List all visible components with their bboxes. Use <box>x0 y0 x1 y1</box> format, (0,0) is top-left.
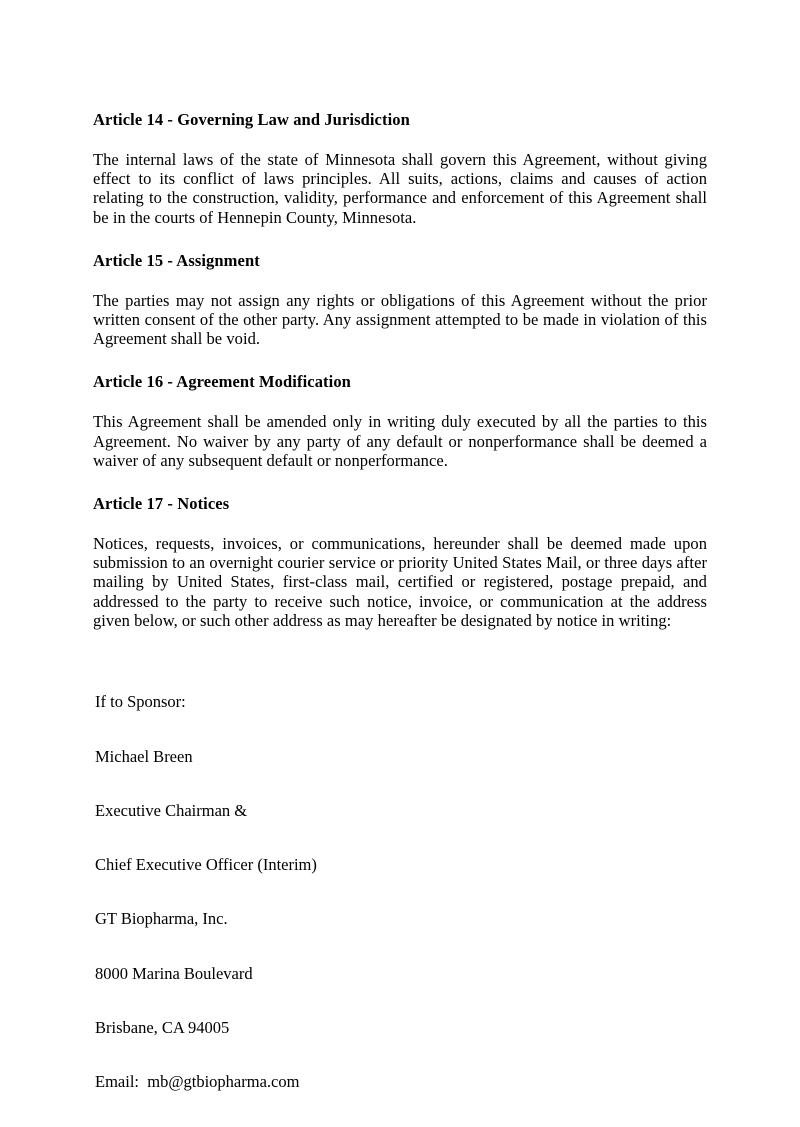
address-label: If to Sponsor: <box>95 692 186 712</box>
address-city-state-zip: Brisbane, CA 94005 <box>95 1017 230 1037</box>
spacer <box>93 470 707 494</box>
address-street: 8000 Marina Boulevard <box>95 963 253 983</box>
article-15-paragraph: The parties may not assign any rights or obligations of this Agreement without the prior written consent of the other party. Any assignment attempted to be made in violation of this Agreement shall be void. <box>93 290 707 349</box>
spacer <box>93 513 707 534</box>
spacer <box>93 270 707 291</box>
article-16-paragraph: This Agreement shall be amended only in writing duly executed by all the parties to this Agreement. No waiver by any party of any default or nonperformance shall be deemed a waiver of any subsequent default or nonperformance. <box>93 412 707 470</box>
page-content <box>93 110 707 1127</box>
article-14-heading: Article 14 - Governing Law and Jurisdiction <box>93 110 410 129</box>
notice-address-block <box>93 657 707 1127</box>
spacer <box>93 129 707 150</box>
article-17-heading: Article 17 - Notices <box>93 494 230 514</box>
spacer <box>93 348 707 372</box>
address-company: GT Biopharma, Inc. <box>95 909 228 929</box>
address-title-line-1: Executive Chairman & <box>95 800 248 820</box>
article-17-paragraph: Notices, requests, invoices, or communications, hereunder shall be deemed made upon submission to an overnight courier service or priority United States Mail, or three days after mailing by United States, first-class mail, certified or registered, postage prepaid, and addressed to the party to receive such notice, invoice, or communication at the address given below, or such other address as may hereafter be designated by notice in writing: <box>93 534 707 630</box>
address-email: Email: mb@gtbiopharma.com <box>95 1072 300 1092</box>
spacer <box>93 227 707 251</box>
spacer <box>93 630 707 657</box>
article-15-heading: Article 15 - Assignment <box>93 250 260 270</box>
article-14-paragraph: The internal laws of the state of Minnesota shall govern this Agreement, without giving effect to its conflict of laws principles. All suits, actions, claims and causes of action relating to the construction, validity, performance and enforcement of this Agreement shall be in the courts of Hennepin County, Minnesota. <box>93 150 707 227</box>
spacer <box>93 391 707 412</box>
article-16-heading: Article 16 - Agreement Modification <box>93 372 351 392</box>
address-title-line-2: Chief Executive Officer (Interim) <box>95 855 317 875</box>
address-contact-name: Michael Breen <box>95 746 193 766</box>
